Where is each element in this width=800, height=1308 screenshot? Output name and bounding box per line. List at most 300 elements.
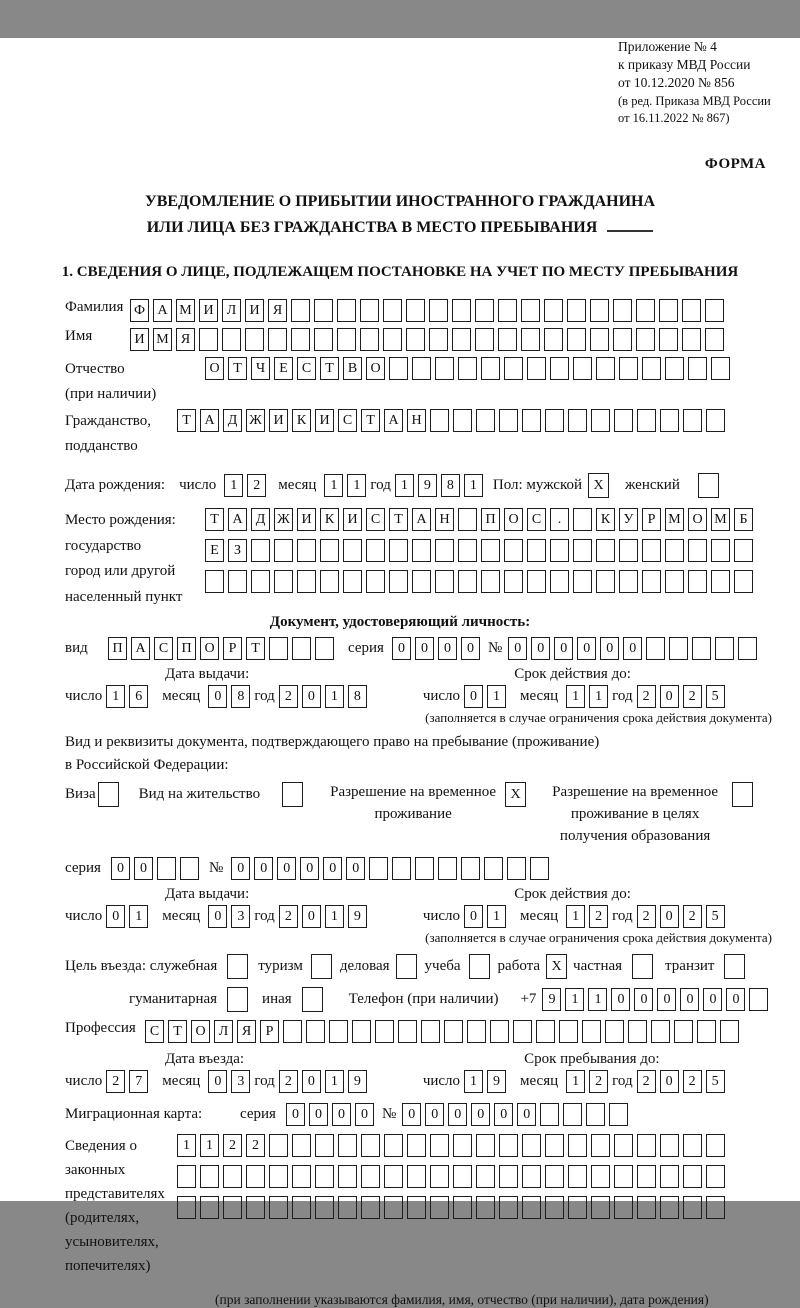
char-box[interactable]: А [153,299,172,322]
char-box[interactable] [481,539,500,562]
char-box[interactable] [614,409,633,432]
char-box[interactable] [476,1196,495,1219]
char-box[interactable]: П [108,637,127,660]
char-box[interactable] [567,299,586,322]
char-box[interactable]: 0 [323,857,342,880]
char-box[interactable]: 1 [566,685,585,708]
char-box[interactable]: А [228,508,247,531]
char-box[interactable] [507,857,526,880]
char-box[interactable]: 2 [589,905,608,928]
visa-checkbox[interactable] [98,782,119,807]
char-box[interactable] [407,1165,426,1188]
purpose-business-checkbox[interactable] [396,954,417,979]
char-box[interactable]: 2 [223,1134,242,1157]
char-box[interactable] [429,299,448,322]
char-box[interactable] [407,1134,426,1157]
char-box[interactable]: С [297,357,316,380]
char-box[interactable]: Т [205,508,224,531]
char-box[interactable] [223,1165,242,1188]
char-box[interactable] [705,299,724,322]
char-box[interactable] [430,1196,449,1219]
char-box[interactable] [320,570,339,593]
sex-female-checkbox[interactable] [698,473,719,498]
char-box[interactable] [481,570,500,593]
char-box[interactable] [484,857,503,880]
char-box[interactable]: О [504,508,523,531]
char-box[interactable] [476,1165,495,1188]
char-box[interactable] [314,299,333,322]
char-box[interactable] [337,328,356,351]
char-box[interactable]: 0 [634,988,653,1011]
char-box[interactable] [637,409,656,432]
char-box[interactable] [536,1020,555,1043]
char-box[interactable] [636,299,655,322]
char-box[interactable] [749,988,768,1011]
char-box[interactable]: 1 [487,905,506,928]
char-box[interactable] [683,1165,702,1188]
char-box[interactable] [568,1196,587,1219]
char-box[interactable]: У [619,508,638,531]
sex-male-checkbox[interactable]: X [588,473,609,498]
char-box[interactable]: И [199,299,218,322]
char-box[interactable] [646,637,665,660]
char-box[interactable] [320,539,339,562]
char-box[interactable]: М [711,508,730,531]
char-box[interactable]: М [665,508,684,531]
char-box[interactable] [369,857,388,880]
char-box[interactable] [665,570,684,593]
char-box[interactable] [499,1196,518,1219]
char-box[interactable]: Р [642,508,661,531]
char-box[interactable]: С [527,508,546,531]
char-box[interactable] [199,328,218,351]
char-box[interactable]: 9 [348,905,367,928]
char-box[interactable] [590,328,609,351]
char-box[interactable] [361,1134,380,1157]
char-box[interactable]: Н [407,409,426,432]
char-box[interactable] [527,539,546,562]
char-box[interactable] [430,1165,449,1188]
char-box[interactable]: 0 [448,1103,467,1126]
char-box[interactable] [430,1134,449,1157]
char-box[interactable] [338,1134,357,1157]
char-box[interactable] [550,570,569,593]
char-box[interactable]: С [338,409,357,432]
char-box[interactable] [498,299,517,322]
char-box[interactable] [674,1020,693,1043]
char-box[interactable] [315,1134,334,1157]
char-box[interactable]: 0 [402,1103,421,1126]
char-box[interactable] [453,1165,472,1188]
char-box[interactable] [269,1165,288,1188]
char-box[interactable] [669,637,688,660]
char-box[interactable] [513,1020,532,1043]
char-box[interactable] [329,1020,348,1043]
char-box[interactable] [338,1196,357,1219]
char-box[interactable]: Н [435,508,454,531]
char-box[interactable] [361,1165,380,1188]
char-box[interactable] [568,1134,587,1157]
char-box[interactable]: 0 [660,1070,679,1093]
char-box[interactable] [475,328,494,351]
char-box[interactable]: 0 [208,905,227,928]
char-box[interactable]: 6 [129,685,148,708]
char-box[interactable] [522,1134,541,1157]
char-box[interactable] [343,539,362,562]
char-box[interactable]: 0 [508,637,527,660]
char-box[interactable] [619,570,638,593]
char-box[interactable] [734,570,753,593]
char-box[interactable]: Е [274,357,293,380]
char-box[interactable]: 1 [325,905,344,928]
char-box[interactable] [366,570,385,593]
char-box[interactable]: 7 [129,1070,148,1093]
char-box[interactable] [706,409,725,432]
char-box[interactable] [268,328,287,351]
char-box[interactable] [665,539,684,562]
char-box[interactable]: 0 [302,905,321,928]
char-box[interactable] [550,357,569,380]
char-box[interactable]: И [343,508,362,531]
char-box[interactable] [383,299,402,322]
char-box[interactable] [591,1134,610,1157]
temp-residence-edu-checkbox[interactable] [732,782,753,807]
char-box[interactable]: 0 [231,857,250,880]
char-box[interactable]: 1 [589,685,608,708]
char-box[interactable]: Д [223,409,242,432]
char-box[interactable] [292,1134,311,1157]
char-box[interactable]: 0 [300,857,319,880]
char-box[interactable] [499,409,518,432]
char-box[interactable] [430,409,449,432]
char-box[interactable]: 0 [680,988,699,1011]
char-box[interactable]: 0 [623,637,642,660]
char-box[interactable] [458,508,477,531]
char-box[interactable] [458,539,477,562]
char-box[interactable]: Т [361,409,380,432]
char-box[interactable] [683,1196,702,1219]
char-box[interactable]: 0 [286,1103,305,1126]
char-box[interactable] [614,1134,633,1157]
char-box[interactable] [642,539,661,562]
char-box[interactable] [711,570,730,593]
char-box[interactable] [498,328,517,351]
char-box[interactable]: О [366,357,385,380]
char-box[interactable] [613,328,632,351]
purpose-transit-checkbox[interactable] [724,954,745,979]
char-box[interactable] [269,1196,288,1219]
char-box[interactable] [292,1196,311,1219]
char-box[interactable] [545,1196,564,1219]
char-box[interactable] [435,570,454,593]
char-box[interactable] [734,539,753,562]
char-box[interactable]: 0 [106,905,125,928]
char-box[interactable]: З [228,539,247,562]
purpose-private-checkbox[interactable] [632,954,653,979]
char-box[interactable] [614,1196,633,1219]
char-box[interactable]: 2 [589,1070,608,1093]
char-box[interactable]: 1 [200,1134,219,1157]
char-box[interactable] [619,357,638,380]
char-box[interactable] [458,570,477,593]
char-box[interactable] [642,570,661,593]
char-box[interactable] [609,1103,628,1126]
temp-residence-checkbox[interactable]: X [505,782,526,807]
char-box[interactable]: 0 [600,637,619,660]
char-box[interactable] [389,539,408,562]
char-box[interactable] [527,357,546,380]
char-box[interactable] [398,1020,417,1043]
char-box[interactable]: 9 [418,474,437,497]
char-box[interactable] [452,328,471,351]
char-box[interactable]: Я [268,299,287,322]
purpose-humanitarian-checkbox[interactable] [227,987,248,1012]
char-box[interactable] [705,328,724,351]
char-box[interactable] [619,539,638,562]
char-box[interactable]: 0 [461,637,480,660]
char-box[interactable] [392,857,411,880]
char-box[interactable] [407,1196,426,1219]
char-box[interactable]: А [200,409,219,432]
char-box[interactable] [706,1134,725,1157]
char-box[interactable] [384,1134,403,1157]
char-box[interactable]: 0 [392,637,411,660]
char-box[interactable]: Е [205,539,224,562]
char-box[interactable] [467,1020,486,1043]
char-box[interactable]: Т [320,357,339,380]
char-box[interactable]: И [297,508,316,531]
char-box[interactable] [563,1103,582,1126]
char-box[interactable]: 2 [683,905,702,928]
char-box[interactable]: 1 [565,988,584,1011]
char-box[interactable] [683,409,702,432]
char-box[interactable] [545,1134,564,1157]
purpose-official-checkbox[interactable] [227,954,248,979]
char-box[interactable] [596,570,615,593]
char-box[interactable] [383,328,402,351]
char-box[interactable] [490,1020,509,1043]
char-box[interactable]: 1 [347,474,366,497]
char-box[interactable] [706,1165,725,1188]
char-box[interactable] [415,857,434,880]
char-box[interactable]: 0 [531,637,550,660]
char-box[interactable]: М [153,328,172,351]
char-box[interactable] [688,570,707,593]
char-box[interactable] [628,1020,647,1043]
char-box[interactable] [360,299,379,322]
char-box[interactable] [412,539,431,562]
char-box[interactable]: 1 [566,1070,585,1093]
char-box[interactable] [522,409,541,432]
char-box[interactable]: 0 [657,988,676,1011]
char-box[interactable]: 0 [111,857,130,880]
char-box[interactable]: 0 [346,857,365,880]
char-box[interactable] [338,1165,357,1188]
char-box[interactable] [274,539,293,562]
char-box[interactable] [438,857,457,880]
char-box[interactable]: 1 [106,685,125,708]
char-box[interactable]: 0 [309,1103,328,1126]
char-box[interactable] [596,357,615,380]
char-box[interactable] [521,328,540,351]
char-box[interactable]: 0 [438,637,457,660]
char-box[interactable] [452,299,471,322]
char-box[interactable]: Д [251,508,270,531]
char-box[interactable] [706,1196,725,1219]
char-box[interactable]: О [688,508,707,531]
char-box[interactable]: 0 [415,637,434,660]
char-box[interactable]: 9 [542,988,561,1011]
char-box[interactable] [314,328,333,351]
char-box[interactable] [291,299,310,322]
char-box[interactable] [545,409,564,432]
char-box[interactable] [343,570,362,593]
char-box[interactable]: 0 [277,857,296,880]
char-box[interactable]: 0 [554,637,573,660]
char-box[interactable]: А [412,508,431,531]
char-box[interactable]: И [315,409,334,432]
char-box[interactable] [245,328,264,351]
char-box[interactable]: 1 [177,1134,196,1157]
char-box[interactable] [476,1134,495,1157]
char-box[interactable] [521,299,540,322]
char-box[interactable]: 0 [726,988,745,1011]
char-box[interactable] [292,637,311,660]
char-box[interactable] [651,1020,670,1043]
char-box[interactable] [591,409,610,432]
char-box[interactable] [637,1165,656,1188]
char-box[interactable]: О [191,1020,210,1043]
char-box[interactable]: 0 [611,988,630,1011]
char-box[interactable] [683,1134,702,1157]
char-box[interactable] [412,357,431,380]
char-box[interactable] [590,299,609,322]
char-box[interactable] [481,357,500,380]
char-box[interactable] [522,1165,541,1188]
char-box[interactable] [269,1134,288,1157]
char-box[interactable]: 0 [464,685,483,708]
char-box[interactable]: 1 [464,1070,483,1093]
char-box[interactable] [292,1165,311,1188]
char-box[interactable]: 1 [588,988,607,1011]
char-box[interactable] [568,1165,587,1188]
char-box[interactable]: К [320,508,339,531]
char-box[interactable] [499,1134,518,1157]
char-box[interactable]: 2 [683,685,702,708]
char-box[interactable] [637,1196,656,1219]
char-box[interactable] [504,539,523,562]
char-box[interactable] [384,1196,403,1219]
char-box[interactable]: 1 [325,685,344,708]
char-box[interactable] [291,328,310,351]
char-box[interactable]: Р [260,1020,279,1043]
char-box[interactable]: 8 [441,474,460,497]
char-box[interactable] [688,357,707,380]
char-box[interactable]: 5 [706,1070,725,1093]
char-box[interactable] [688,539,707,562]
char-box[interactable]: Р [223,637,242,660]
char-box[interactable]: И [245,299,264,322]
char-box[interactable] [177,1165,196,1188]
char-box[interactable] [582,1020,601,1043]
char-box[interactable] [613,299,632,322]
char-box[interactable] [568,409,587,432]
char-box[interactable] [315,637,334,660]
char-box[interactable] [205,570,224,593]
char-box[interactable] [573,508,592,531]
char-box[interactable] [605,1020,624,1043]
char-box[interactable]: М [176,299,195,322]
char-box[interactable] [660,1165,679,1188]
char-box[interactable]: Т [246,637,265,660]
char-box[interactable] [366,539,385,562]
char-box[interactable]: 0 [494,1103,513,1126]
char-box[interactable]: 3 [231,1070,250,1093]
char-box[interactable] [337,299,356,322]
char-box[interactable]: 2 [106,1070,125,1093]
char-box[interactable] [614,1165,633,1188]
char-box[interactable]: Ж [246,409,265,432]
char-box[interactable]: 0 [302,685,321,708]
char-box[interactable]: В [343,357,362,380]
char-box[interactable] [567,328,586,351]
char-box[interactable] [461,857,480,880]
char-box[interactable]: 2 [247,474,266,497]
char-box[interactable]: С [366,508,385,531]
char-box[interactable] [475,299,494,322]
char-box[interactable]: О [200,637,219,660]
char-box[interactable] [200,1165,219,1188]
char-box[interactable] [665,357,684,380]
char-box[interactable]: 2 [637,685,656,708]
char-box[interactable] [251,539,270,562]
purpose-other-checkbox[interactable] [302,987,323,1012]
char-box[interactable]: С [154,637,173,660]
char-box[interactable] [522,1196,541,1219]
char-box[interactable]: 1 [129,905,148,928]
char-box[interactable]: П [481,508,500,531]
char-box[interactable] [637,1134,656,1157]
char-box[interactable] [573,357,592,380]
char-box[interactable]: 0 [208,685,227,708]
char-box[interactable]: 2 [246,1134,265,1157]
char-box[interactable]: 2 [279,685,298,708]
char-box[interactable]: И [269,409,288,432]
char-box[interactable] [738,637,757,660]
char-box[interactable] [530,857,549,880]
char-box[interactable]: 0 [355,1103,374,1126]
char-box[interactable] [412,570,431,593]
char-box[interactable] [540,1103,559,1126]
char-box[interactable] [682,328,701,351]
char-box[interactable]: О [205,357,224,380]
char-box[interactable] [429,328,448,351]
char-box[interactable] [389,357,408,380]
char-box[interactable]: Т [389,508,408,531]
char-box[interactable] [550,539,569,562]
char-box[interactable] [444,1020,463,1043]
char-box[interactable]: Т [228,357,247,380]
char-box[interactable]: А [384,409,403,432]
char-box[interactable] [476,409,495,432]
char-box[interactable] [406,328,425,351]
char-box[interactable]: И [130,328,149,351]
char-box[interactable]: 0 [660,685,679,708]
char-box[interactable] [559,1020,578,1043]
char-box[interactable]: 0 [577,637,596,660]
char-box[interactable] [297,539,316,562]
char-box[interactable]: 0 [660,905,679,928]
